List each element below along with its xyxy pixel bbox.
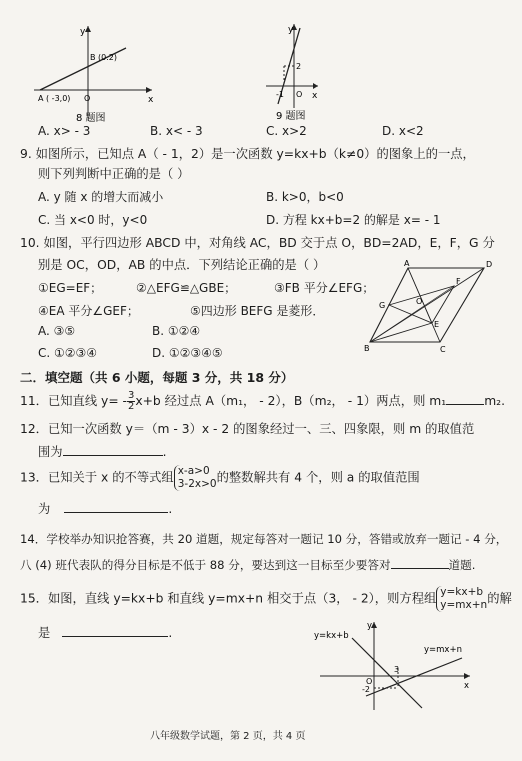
q9-option-d: D. 方程 kx+b=2 的解是 x= - 1 (266, 213, 441, 227)
fig15-y-label: y (367, 621, 373, 631)
q15-system (436, 586, 487, 612)
q10-statement-1: ①EG=EF； (38, 281, 103, 295)
q9-option-c: C. 当 x<0 时，y<0 (38, 213, 148, 227)
figure-8 (28, 22, 158, 124)
fig8-x-label: x (148, 95, 154, 105)
fig8-point-b: B (0.2) (90, 53, 117, 62)
q10-statement-4: ④EA 平分∠GEF； (38, 304, 139, 318)
fig8-origin: O (84, 94, 91, 103)
fig8-point-a: A ( -3,0) (38, 94, 71, 103)
label-d: D (486, 260, 493, 269)
q8-option-a: A. x> - 3 (38, 124, 91, 138)
q8-option-d: D. x<2 (382, 124, 424, 138)
q10-option-d: D. ①②③④⑤ (152, 346, 223, 360)
fig9-origin: O (296, 90, 303, 99)
q13-line2: 为 (38, 502, 51, 516)
fig9-y-label: y (288, 25, 294, 35)
label-o: O (416, 297, 423, 306)
section-2-header: 二．填空题（共 6 小题，每题 3 分，共 18 分） (20, 370, 294, 385)
q13-ineq-1: x-a>0 (177, 465, 210, 477)
q15-post: 的解 (487, 591, 512, 606)
figure-15 (312, 618, 482, 714)
q15-eq-2: y=mx+n (440, 599, 488, 611)
q10-statement-5: ⑤四边形 BEFG 是菱形． (190, 304, 325, 318)
q10-option-a: A. ③⑤ (38, 324, 76, 338)
page-footer: 八年级数学试题，第 2 页，共 4 页 (150, 731, 306, 742)
fig15-neg2: -2 (362, 685, 370, 694)
q10-line2: 别是 OC，OD，AB 的中点．下列结论正确的是（ ） (38, 258, 326, 272)
segment-be (370, 323, 432, 342)
fig9-x-label: x (312, 91, 318, 101)
q15-line2: 是 (38, 626, 51, 640)
q10-option-b: B. ①②④ (152, 324, 201, 338)
q9-option-b: B. k>0，b<0 (266, 190, 344, 204)
q11 (20, 391, 505, 412)
fig15-label-mx-n: y=mx+n (424, 645, 462, 655)
q9-option-a: A. y 随 x 的增大而减小 (38, 190, 164, 204)
q9-line2: 则下列判断中正确的是（ ） (38, 167, 190, 181)
q8-option-b: B. x< - 3 (150, 124, 203, 138)
q10-statement-3: ③FB 平分∠EFG； (274, 281, 375, 295)
label-b: B (364, 344, 370, 353)
fig8-caption: 8 题图 (76, 113, 106, 124)
q14-post: 道题. (448, 558, 476, 572)
q12-line2: 围为 (38, 445, 63, 459)
q13-pre: 13．已知关于 x 的不等式组 (20, 470, 174, 485)
fig9-caption: 9 题图 (276, 111, 306, 122)
q13-line2-wrap: 为 . (38, 502, 173, 516)
fig9-neg1: -1 (276, 90, 284, 99)
q13-ineq-2: 3-2x>0 (177, 478, 217, 490)
fig15-three: 3 (394, 665, 400, 674)
q14-line2-wrap (20, 556, 475, 574)
label-f: F (456, 277, 461, 286)
label-a: A (404, 259, 410, 268)
q10-option-c: C. ①②③④ (38, 346, 98, 360)
q11-numerator: 3 (127, 390, 135, 401)
fig15-x-label: x (464, 681, 470, 691)
q15-pre: 15．如图，直线 y=kx+b 和直线 y=mx+n 相交于点（3， - 2），则方程组 (20, 591, 437, 606)
q11-post: x+b 经过点 A（m₁， - 2），B（m₂， - 1）两点，则 m₁ (135, 394, 447, 408)
q11-mid: m₂. (484, 394, 506, 408)
q11-pre: 11．已知直线 y= - (20, 394, 127, 408)
q11-answer-blank[interactable] (446, 392, 484, 405)
q13-answer-blank[interactable] (64, 500, 168, 513)
figure-10-parallelogram (364, 256, 500, 354)
q15-eq-1: y=kx+b (440, 586, 484, 598)
q10-statement-2: ②△EFG≌△GBE； (136, 281, 237, 295)
figure-9 (262, 20, 322, 124)
q10-line1: 10. 如图，平行四边形 ABCD 中，对角线 AC，BD 交于点 O，BD=2AD，E，F，G 分 (20, 236, 495, 250)
fig15-origin: O (366, 677, 373, 686)
q8-option-c: C. x>2 (266, 124, 307, 138)
q14-line1: 14．学校举办知识抢答赛，共 20 道题，规定每答对一题记 10 分，答错或放弃一题记 - 4 分， (20, 532, 508, 546)
q15-line2-wrap: 是 . (38, 626, 173, 640)
q15-answer-blank[interactable] (62, 624, 168, 637)
label-g: G (379, 301, 386, 310)
label-e: E (434, 320, 440, 329)
q14-line2: 八 (4) 班代表队的得分目标是不低于 88 分，要达到这一目标至少要答对 (20, 558, 391, 572)
fig15-line-kx-b (352, 638, 422, 708)
q15 (20, 586, 512, 612)
fig9-two: 2 (296, 62, 302, 71)
q12-line1: 12．已知一次函数 y＝（m - 3）x - 2 的图象经过一、三、四象限，则 m 的取值范 (20, 422, 475, 436)
q13-system (174, 465, 217, 491)
q12-line2-wrap: 围为 . (38, 445, 167, 459)
q13-post: 的整数解共有 4 个，则 a 的取值范围 (216, 470, 420, 485)
q9-line1: 9. 如图所示，已知点 A（ - 1，2）是一次函数 y=kx+b（k≠0）的图象上的一点， (20, 147, 475, 161)
label-c: C (440, 345, 446, 354)
fig15-line-mx-n (366, 658, 462, 696)
fig15-label-kx-b: y=kx+b (314, 631, 349, 641)
q12-answer-blank[interactable] (63, 443, 163, 456)
fig8-y-label: y (80, 27, 86, 37)
q13 (20, 465, 420, 491)
q14-answer-blank[interactable] (391, 556, 449, 569)
q11-denominator: 2 (127, 401, 135, 412)
